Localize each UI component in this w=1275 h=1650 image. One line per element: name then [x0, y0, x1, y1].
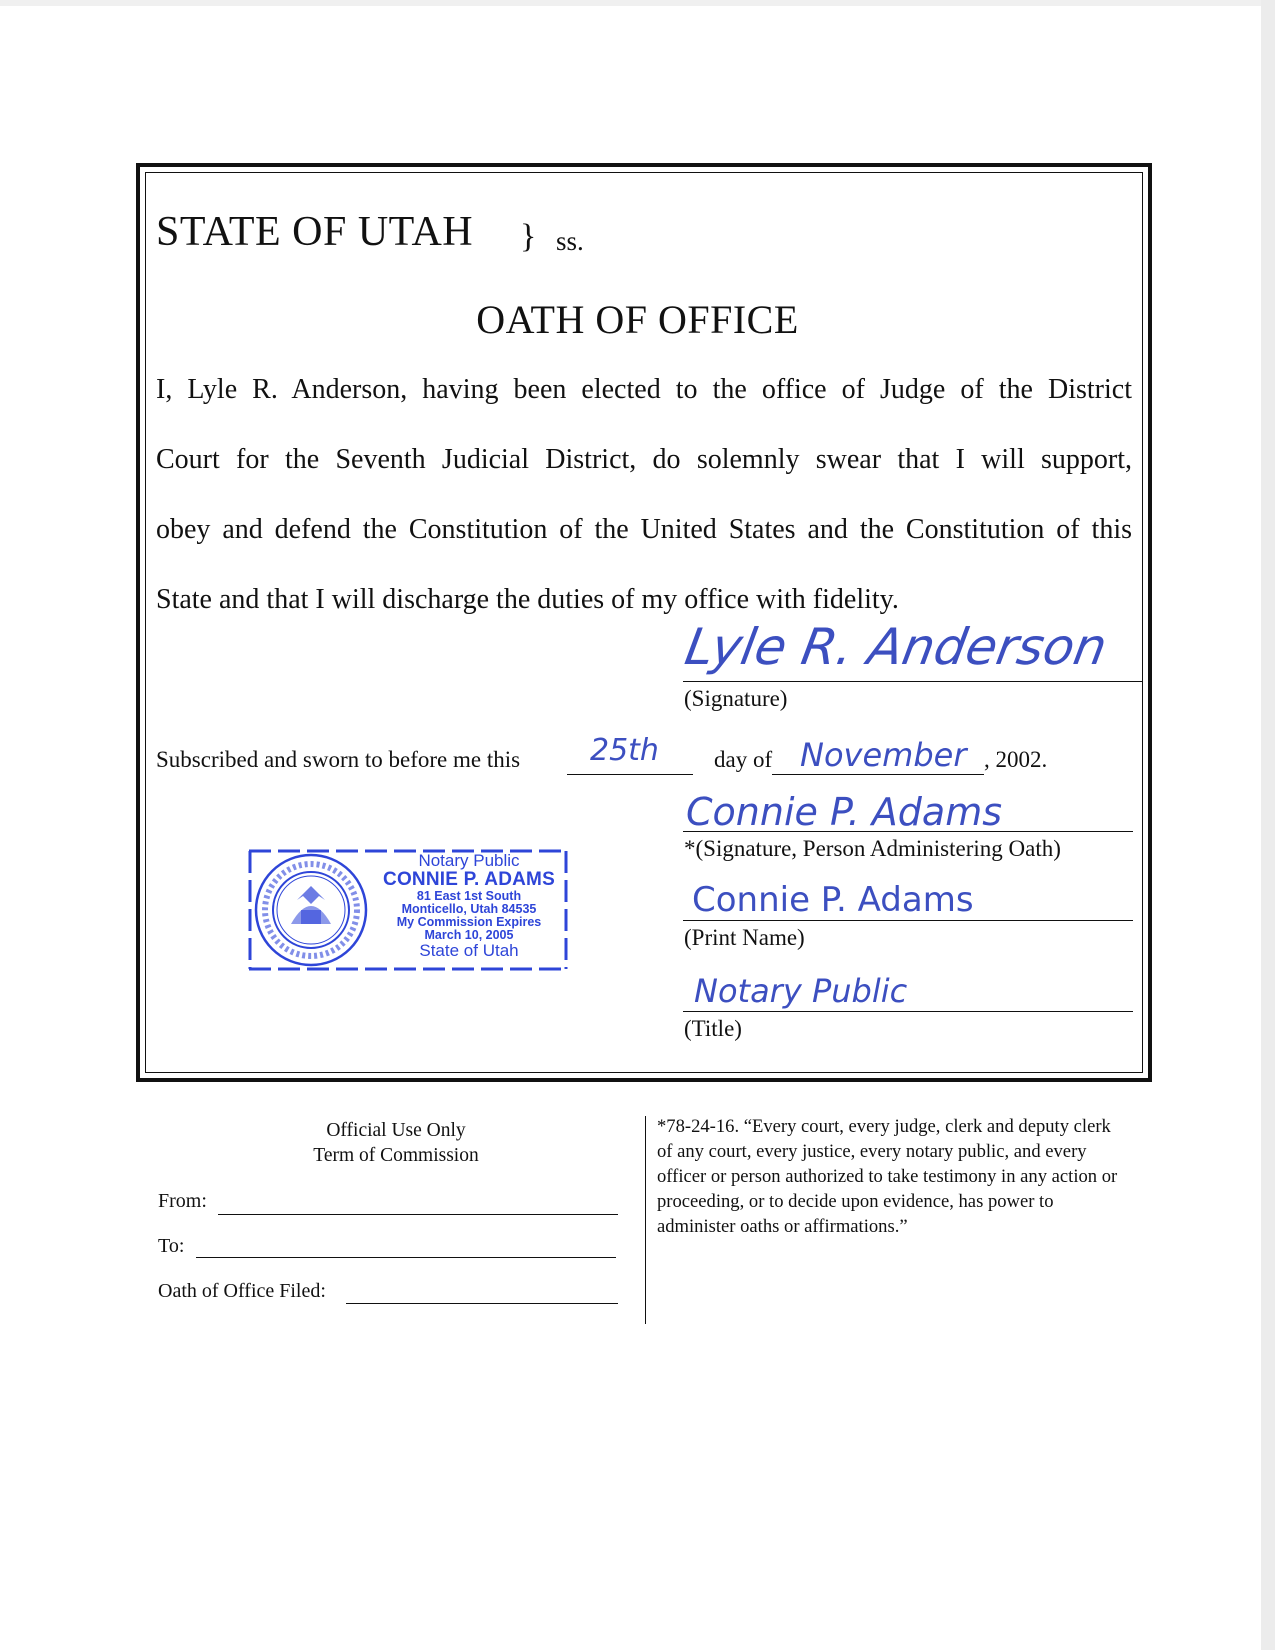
handwritten-title: Notary Public: [694, 972, 908, 1010]
signature-caption: (Signature): [684, 686, 788, 711]
official-use-heading: Official Use Only: [326, 1120, 466, 1141]
oath-text-line-1: I, Lyle R. Anderson, having been elected to the office of Judge of the District: [156, 374, 1132, 405]
to-label: To:: [158, 1235, 185, 1257]
year-text: , 2002.: [984, 747, 1048, 772]
oath-filed-field-line[interactable]: [346, 1303, 618, 1304]
stamp-address-street: 81 East 1st South: [416, 888, 522, 903]
oath-filed-label: Oath of Office Filed:: [158, 1280, 326, 1302]
oath-text-line-3: obey and defend the Constitution of the United States and the Constitution of this: [156, 514, 1132, 545]
stamp-address-city: Monticello, Utah 84535: [401, 901, 537, 916]
notary-stamp-text: [371, 852, 567, 960]
oath-signature: Lyle R. Anderson: [680, 618, 1112, 676]
state-brace: }: [520, 218, 537, 255]
administrator-signature-line: [683, 831, 1133, 832]
stamp-state: State of Utah: [419, 941, 519, 961]
month-blank-line: [772, 774, 984, 775]
scan-right-edge: [1261, 0, 1275, 1650]
handwritten-month: November: [800, 736, 967, 774]
administrator-signature-caption: *(Signature, Person Administering Oath): [684, 836, 1061, 861]
statute-note: *78-24-16. “Every court, every judge, clerk and deputy clerk of any court, every justice, every notary public, and every officer or person authorized to take testimony in any action or proceeding, or to decide upon evidence, has power to administer oaths or affirmations.”: [657, 1116, 1118, 1237]
from-field-line[interactable]: [218, 1214, 618, 1215]
stamp-notary-name: CONNIE P. ADAMS: [383, 868, 555, 890]
oath-text-line-2: Court for the Seventh Judicial District, do solemnly swear that I will support,: [156, 444, 1132, 475]
from-label: From:: [158, 1190, 207, 1212]
print-name-line: [683, 920, 1133, 921]
notary-stamp: [247, 848, 569, 972]
oath-text-line-4: State and that I will discharge the duties of my office with fidelity.: [156, 584, 899, 615]
state-heading: STATE OF UTAH: [156, 209, 474, 255]
term-of-commission-heading: Term of Commission: [313, 1145, 479, 1166]
ss-abbreviation: ss.: [556, 226, 584, 256]
scan-top-edge: [0, 0, 1275, 6]
day-of-text: day of: [714, 747, 773, 772]
to-field-line[interactable]: [196, 1257, 616, 1258]
print-name-caption: (Print Name): [684, 925, 805, 950]
stamp-commission-label: My Commission Expires: [396, 915, 542, 930]
oath-signature-line: [683, 681, 1143, 682]
title-line: [683, 1011, 1133, 1012]
stamp-commission-date: March 10, 2005: [424, 928, 514, 943]
title-caption: (Title): [684, 1016, 742, 1041]
day-blank-line: [567, 774, 693, 775]
stamp-line-1: Notary Public: [418, 851, 520, 870]
footer-divider: [645, 1116, 646, 1324]
handwritten-day: 25th: [590, 733, 659, 768]
administrator-signature: Connie P. Adams: [686, 790, 1003, 834]
state-seal-icon: [256, 855, 366, 965]
handwritten-print-name: Connie P. Adams: [692, 880, 974, 920]
document-title: OATH OF OFFICE: [476, 297, 799, 342]
subscribed-text: Subscribed and sworn to before me this: [156, 747, 521, 772]
